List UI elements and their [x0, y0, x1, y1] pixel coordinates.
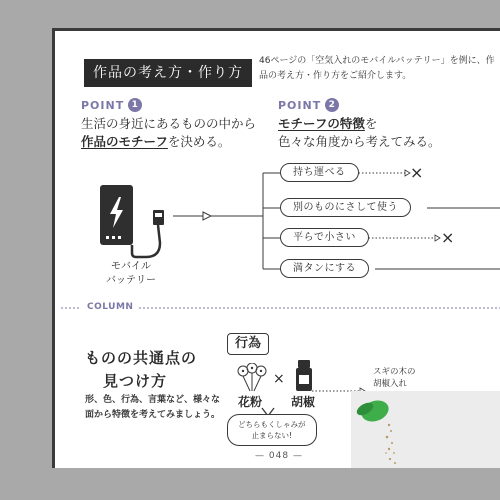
point-1-line1: 生活の身近にあるものの中から: [81, 116, 257, 131]
pollen-icon: [235, 363, 269, 393]
book-page: [52, 28, 500, 468]
battery-label: [94, 260, 168, 288]
battery-label-line2: バッテリー: [106, 275, 156, 286]
x-mark-icon: ×: [441, 228, 455, 247]
x-mark-icon: ×: [410, 163, 424, 182]
point-2-line1-rest: を: [364, 116, 378, 131]
item-pollen-label: 花粉: [238, 395, 263, 409]
point-1-line2-rest: を決める。: [167, 134, 231, 149]
small-arrow-icon: [435, 235, 440, 241]
action-tag: 行為: [227, 333, 269, 355]
branch-tag-2: 別のものにさして使う: [280, 198, 411, 217]
bubble-line1: どちらもくしゃみが: [238, 420, 306, 429]
times-symbol: ×: [273, 371, 285, 387]
branch-tag-1: 持ち運べる: [280, 163, 359, 182]
speech-bubble: [227, 414, 317, 446]
page-number: — 048 —: [255, 451, 303, 461]
photo-caption: [373, 366, 416, 390]
column-description: [85, 393, 220, 423]
pepper-shaker-icon: [293, 359, 315, 393]
section-title: 作品の考え方・作り方: [84, 59, 252, 87]
intro-text: 46ページの「空気入れのモバイルバッテリー」を例に、作品の考え方・作り方をご紹介します。: [259, 56, 495, 81]
column-title-line2: 見つけ方: [103, 372, 168, 390]
column-desc-line1: 形、色、行為、言葉など、様々な: [85, 395, 221, 405]
arrow-head-icon: [203, 212, 211, 220]
point-1-emphasis: 作品のモチーフ: [81, 134, 168, 149]
column-title-line1: ものの共通点の: [85, 349, 198, 367]
point-2-number: 2: [325, 98, 339, 112]
column-desc-line2: 面から特徴を考えてみましょう。: [85, 410, 221, 420]
point-2-line2: 色々な角度から考えてみる。: [278, 134, 441, 149]
item-pepper-label: 胡椒: [291, 395, 316, 409]
branch-tag-3: 平らで小さい: [280, 228, 369, 247]
point-1-number: 1: [128, 98, 142, 112]
point-1-label: POINT: [81, 98, 125, 112]
mobile-battery-icon: [98, 183, 178, 263]
point-2-emphasis: モチーフの特徴: [278, 116, 365, 131]
photo-caption-line2: 胡椒入れ: [373, 379, 408, 389]
bubble-line2: 止まらない!: [251, 431, 292, 440]
column-title: [85, 347, 197, 393]
column-label: COLUMN: [83, 302, 137, 312]
point-2-label: POINT: [278, 98, 322, 112]
photo-caption-line1: スギの木の: [373, 367, 416, 377]
branch-tag-4: 満タンにする: [280, 259, 369, 278]
battery-label-line1: モバイル: [111, 261, 151, 272]
